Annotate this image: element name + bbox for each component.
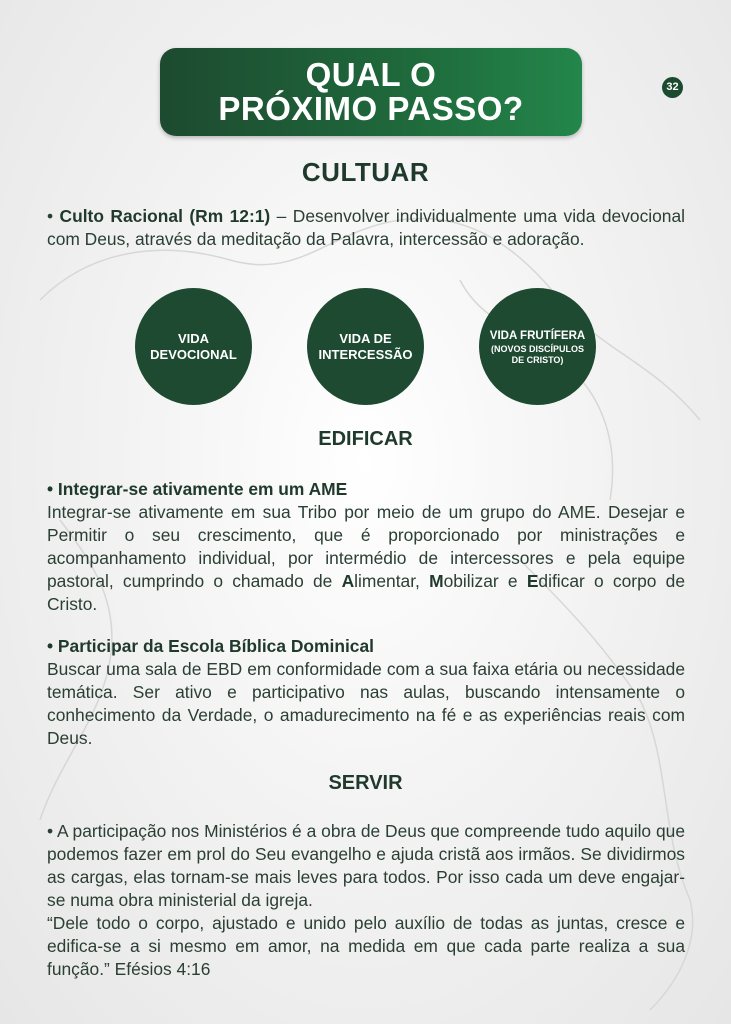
page-title-line-2: PRÓXIMO PASSO? bbox=[218, 90, 524, 127]
page-number-badge: 32 bbox=[662, 77, 683, 98]
section-heading-servir: SERVIR bbox=[328, 772, 403, 794]
ame-letter-a: A bbox=[341, 571, 355, 591]
ebd-paragraph: Buscar uma sala de EBD em conformidade com a sua faixa etária ou necessidade temática. Ser ativo e participativo nas aulas, buscando intensamente o conhecimento da Verdade, o amadurecimento na fé e as experiências reais com Deus. bbox=[47, 659, 685, 748]
cultuar-lead: Culto Racional (Rm 12:1) bbox=[59, 206, 271, 226]
ame-text-a-rest: limentar, bbox=[354, 571, 430, 591]
cultuar-paragraph bbox=[47, 205, 685, 251]
ame-text: Integrar-se ativamente em sua Tribo por meio de um grupo do AME. Desejar e Permitir o seu crescimento, que é proporcionado por ministrações e acompanhamento individual, por intermédio de intercessores e pela equipe pastoral, cumprindo o chamado de bbox=[47, 502, 685, 591]
cultuar-text: – Desenvolver individualmente uma vida devocional com Deus, através da meditação da Palavra, intercessão e adoração. bbox=[47, 206, 686, 249]
ame-letter-m: M bbox=[429, 571, 444, 591]
circle-label-line: INTERCESSÃO bbox=[318, 346, 413, 362]
page-title-line-1: QUAL O bbox=[305, 56, 437, 93]
circle-label-subline: (NOVOS DISCÍPULOS bbox=[490, 343, 584, 354]
page-title-banner bbox=[160, 48, 582, 136]
servir-paragraph: • A participação nos Ministérios é a obra de Deus que compreende tudo aquilo que podemos fazer em prol do Seu evangelho e ajuda cristã aos irmãos. Se dividirmos as cargas, elas tornam-se mais leves para todos. Por isso cada um deve engajar-se numa obra ministerial da igreja. bbox=[47, 821, 685, 910]
ame-paragraph bbox=[47, 501, 685, 616]
ame-title: • Integrar-se ativamente em um AME bbox=[47, 479, 348, 499]
circle-label-subline: DE CRISTO) bbox=[511, 354, 564, 365]
circle-vida-de-intercessao bbox=[307, 288, 424, 405]
circle-label-line: VIDA FRUTÍFERA bbox=[489, 329, 586, 342]
section-heading-edificar: EDIFICAR bbox=[318, 428, 413, 450]
section-heading-cultuar: CULTUAR bbox=[301, 157, 430, 187]
circle-label-line: DEVOCIONAL bbox=[150, 346, 237, 362]
circle-label-line: VIDA bbox=[177, 330, 210, 346]
circle-label-line: VIDA DE bbox=[339, 330, 392, 346]
bullet: • bbox=[47, 206, 60, 226]
ame-text-e-rest: dificar o corpo de Cristo. bbox=[47, 571, 685, 614]
circle-vida-frutifera bbox=[479, 288, 596, 405]
ame-letter-e: E bbox=[526, 571, 539, 591]
ebd-title: • Participar da Escola Bíblica Dominical bbox=[47, 636, 374, 656]
servir-quote: “Dele todo o corpo, ajustado e unido pelo auxílio de todas as juntas, cresce e edifica-se a si mesmo em amor, na medida em que cada parte realiza a sua função.” Efésios 4:16 bbox=[47, 913, 685, 979]
ame-text-m-rest: obilizar e bbox=[443, 571, 527, 591]
circle-vida-devocional bbox=[135, 288, 252, 405]
servir-block bbox=[47, 820, 685, 981]
